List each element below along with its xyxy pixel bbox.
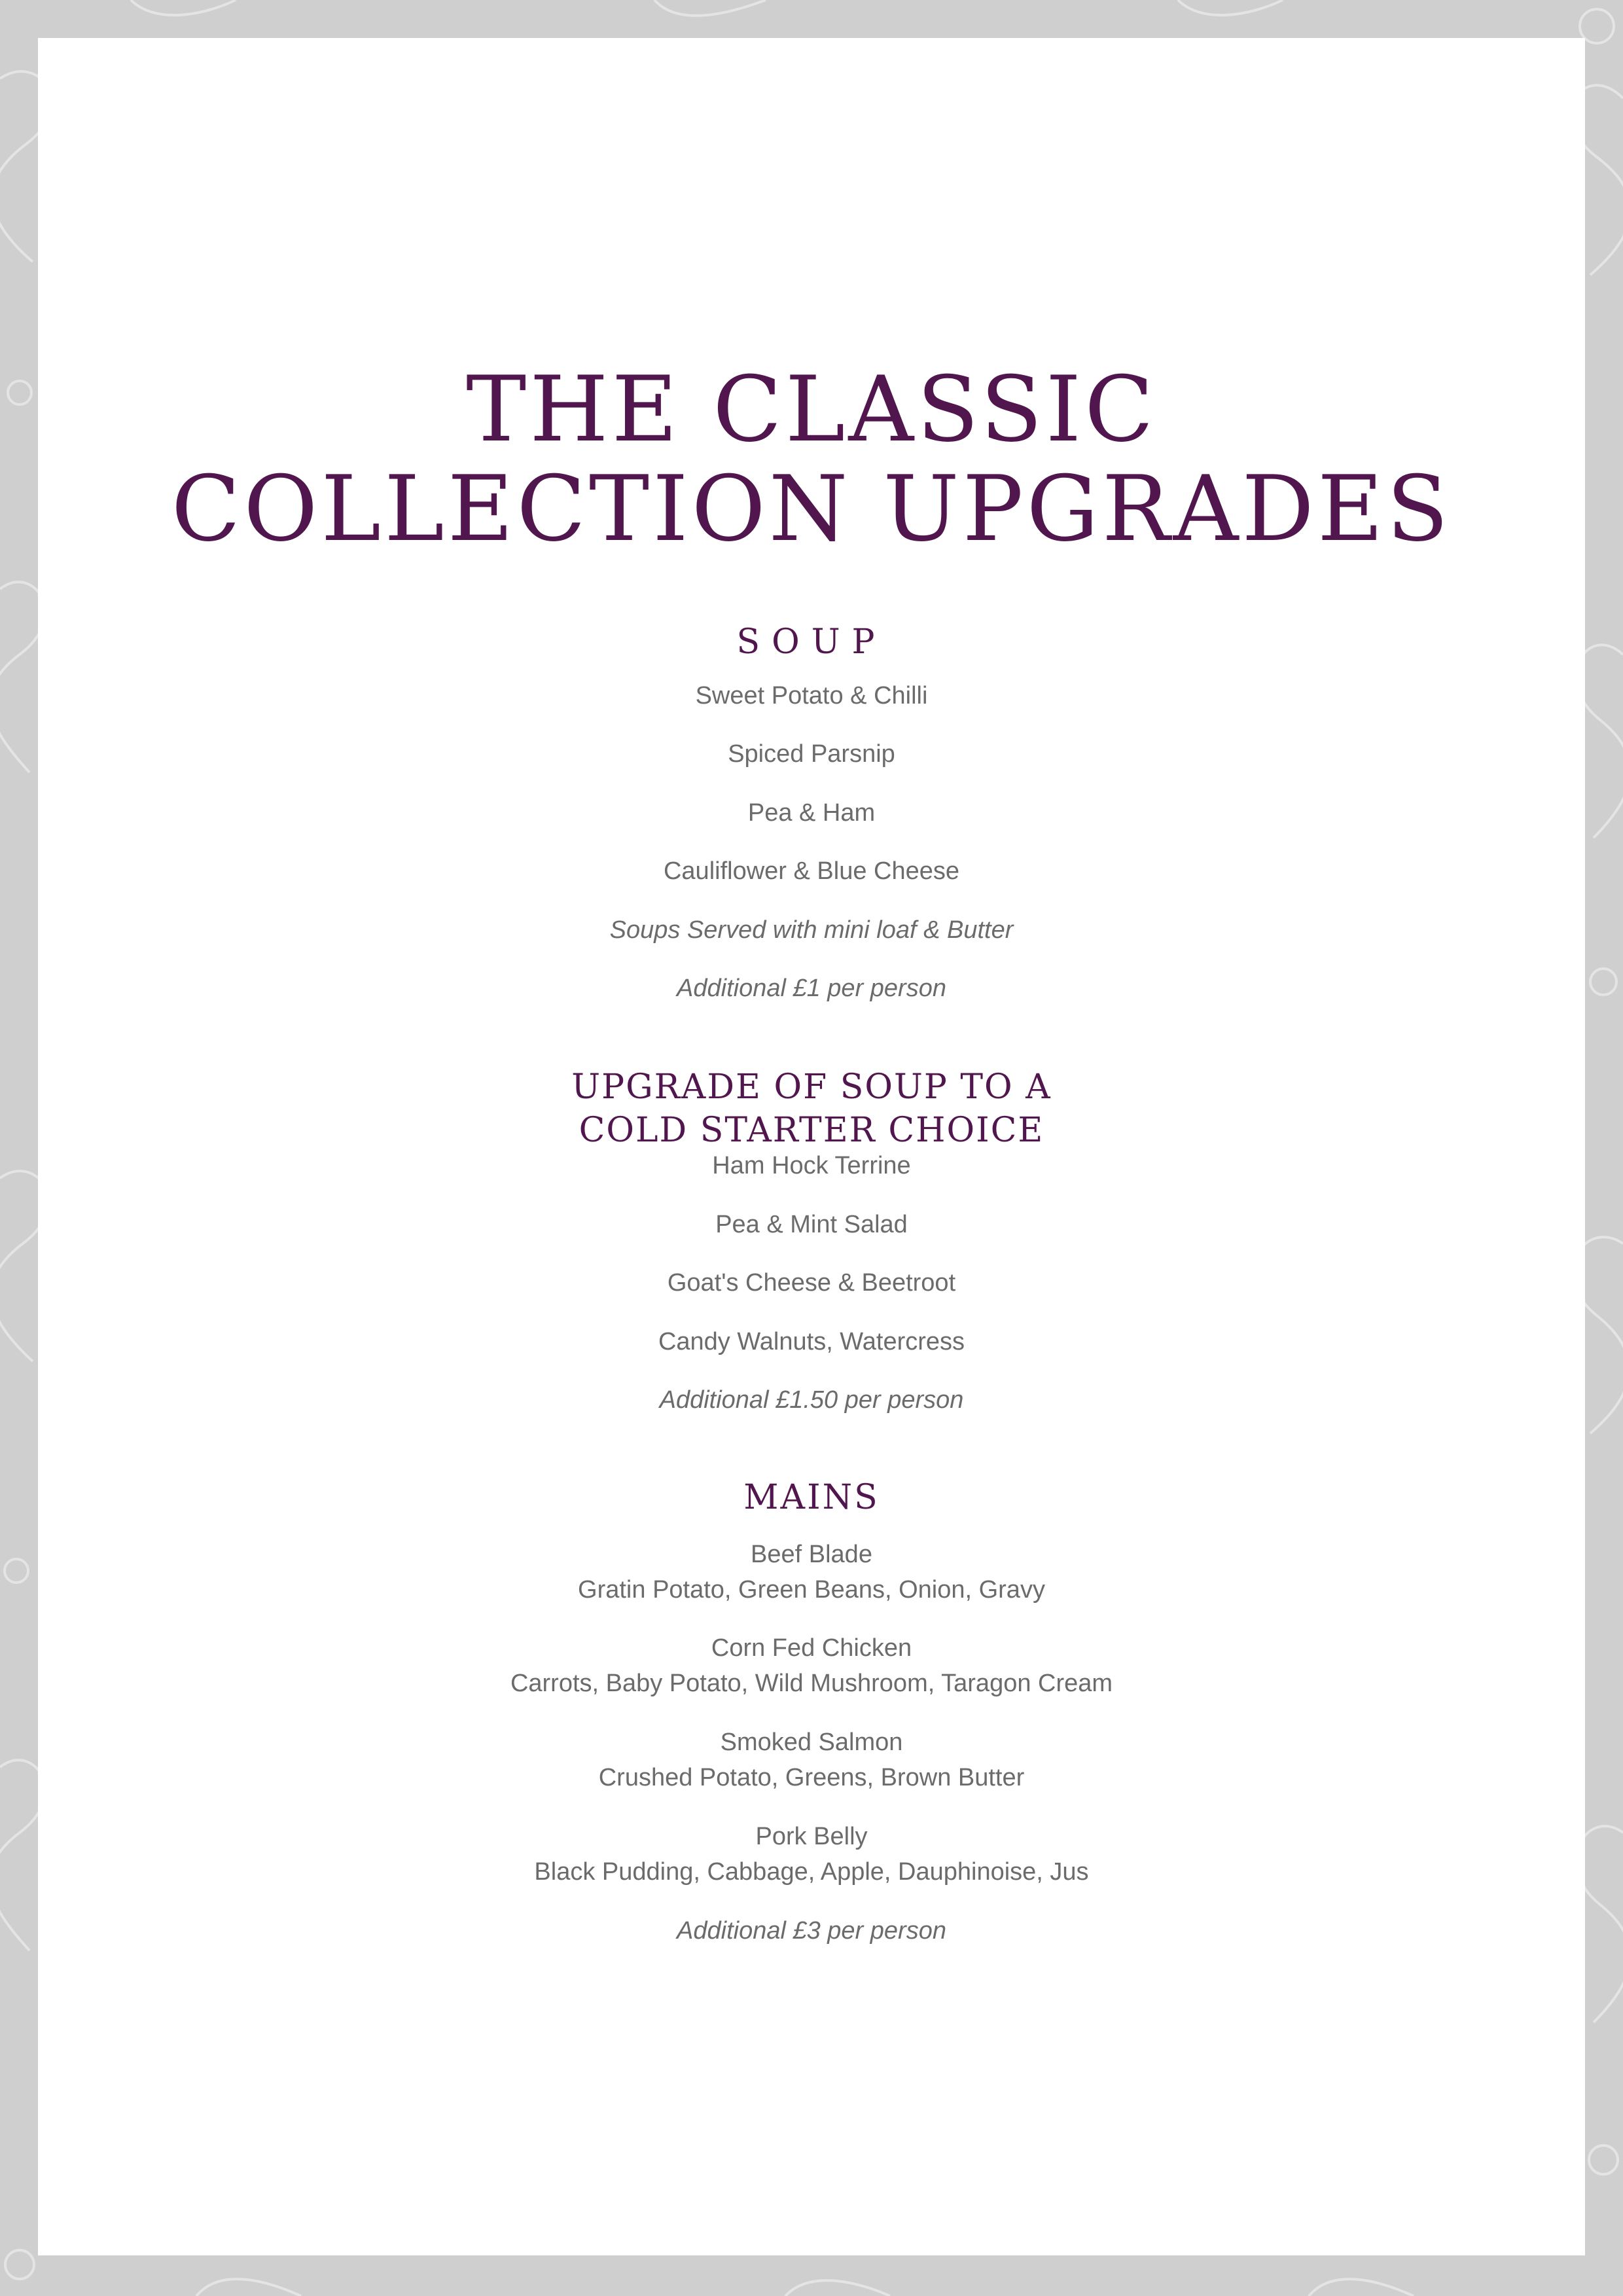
soup-heading: SOUP	[736, 622, 887, 662]
upgrade-item: Ham Hock Terrine	[712, 1152, 911, 1179]
mains-heading: MAINS	[743, 1478, 880, 1517]
upgrade-heading	[38, 1066, 1585, 1152]
upgrade-item: Candy Walnuts, Watercress	[658, 1328, 965, 1355]
page-title	[38, 357, 1585, 562]
mains-item-name: Pork Belly	[755, 1823, 868, 1850]
mains-item-description: Crushed Potato, Greens, Brown Butter	[598, 1764, 1025, 1791]
soup-note: Soups Served with mini loaf & Butter	[609, 916, 1014, 944]
soup-price: Additional £1 per person	[677, 975, 946, 1002]
mains-item-name: Smoked Salmon	[720, 1729, 903, 1756]
soup-item: Spiced Parsnip	[728, 740, 895, 768]
page-title-line-2: COLLECTION UPGRADES	[171, 456, 1452, 562]
mains-item	[38, 1630, 1585, 1701]
menu-page	[38, 38, 1585, 2255]
upgrade-heading-line-2: COLD STARTER CHOICE	[579, 1111, 1044, 1150]
mains-price: Additional £3 per person	[677, 1917, 946, 1945]
upgrade-heading-line-1: UPGRADE OF SOUP TO A	[571, 1067, 1052, 1107]
mains-item-description: Carrots, Baby Potato, Wild Mushroom, Taragon Cream	[510, 1670, 1113, 1697]
mains-item	[38, 1537, 1585, 1607]
upgrade-item: Goat's Cheese & Beetroot	[667, 1269, 956, 1297]
mains-item-description: Gratin Potato, Green Beans, Onion, Gravy	[578, 1576, 1045, 1604]
mains-item	[38, 1819, 1585, 1890]
soup-item: Pea & Ham	[747, 799, 876, 827]
upgrade-price: Additional £1.50 per person	[659, 1386, 964, 1414]
page-title-line-1: THE CLASSIC	[466, 357, 1157, 463]
mains-item-name: Corn Fed Chicken	[711, 1634, 912, 1662]
mains-item	[38, 1725, 1585, 1795]
mains-item-name: Beef Blade	[751, 1541, 872, 1568]
soup-item: Cauliflower & Blue Cheese	[663, 857, 959, 885]
soup-item: Sweet Potato & Chilli	[695, 682, 928, 709]
upgrade-item: Pea & Mint Salad	[715, 1211, 908, 1238]
mains-item-description: Black Pudding, Cabbage, Apple, Dauphinoise, Jus	[534, 1858, 1089, 1886]
